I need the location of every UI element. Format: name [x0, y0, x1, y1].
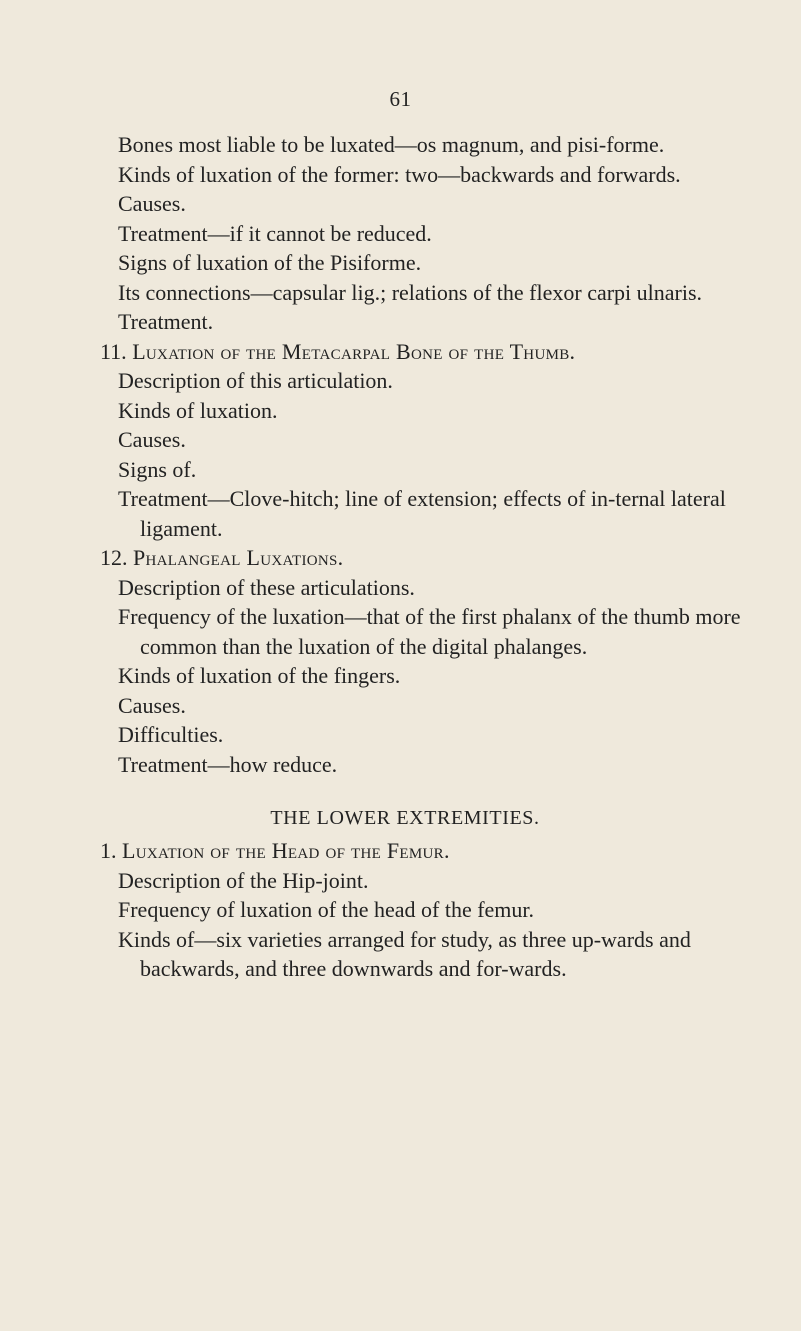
text-line: Causes. [118, 427, 186, 452]
section-title: Luxation of the Metacarpal Bone of the Thumb. [132, 338, 576, 364]
text-line: Signs of. [118, 456, 197, 482]
section-heading-1 [100, 836, 750, 866]
text-line: Kinds of luxation. [118, 397, 278, 423]
text-line: Frequency of the luxation—that of the first phalanx of the thumb more common than the luxation of the digital phalanges. [118, 604, 741, 659]
text-line: Its connections—capsular lig.; relations of the flexor carpi ulnaris. [118, 279, 703, 305]
section-number: 12. [100, 545, 128, 570]
page-number: 61 [389, 87, 412, 111]
section-number: 11. [100, 338, 127, 364]
chapter-heading: THE LOWER EXTREMITIES. [270, 807, 540, 829]
text-line: Frequency of luxation of the head of the femur. [118, 897, 535, 922]
text-line: Kinds of luxation of the fingers. [118, 663, 401, 688]
text-line: Kinds of—six varieties arranged for study, as three up-wards and backwards, and three downwards and for-wards. [118, 926, 691, 981]
text-line: Description of this articulation. [118, 368, 393, 393]
page-content [100, 130, 750, 984]
text-line: Treatment—Clove-hitch; line of extension; effects of in-ternal lateral ligament. [118, 486, 726, 541]
text-line: Description of these articulations. [118, 574, 415, 600]
text-line: Kinds of luxation of the former: two—backwards and forwards. [118, 161, 681, 187]
text-line: Causes. [118, 692, 186, 718]
text-line: Treatment—how reduce. [118, 751, 338, 777]
section-heading-12 [100, 543, 750, 573]
text-line: Signs of luxation of the Pisiforme. [118, 250, 422, 275]
text-line: Bones most liable to be luxated—os magnum, and pisi-forme. [118, 132, 665, 157]
text-line: Description of the Hip-joint. [118, 867, 369, 893]
section-number: 1. [100, 838, 117, 863]
text-line: Treatment. [118, 309, 214, 334]
text-line: Treatment—if it cannot be reduced. [118, 220, 432, 246]
text-line: Difficulties. [118, 722, 224, 747]
section-heading-11 [100, 337, 750, 367]
text-line: Causes. [118, 191, 186, 216]
section-title: Luxation of the Head of the Femur. [122, 838, 450, 863]
section-title: Phalangeal Luxations. [133, 545, 344, 570]
